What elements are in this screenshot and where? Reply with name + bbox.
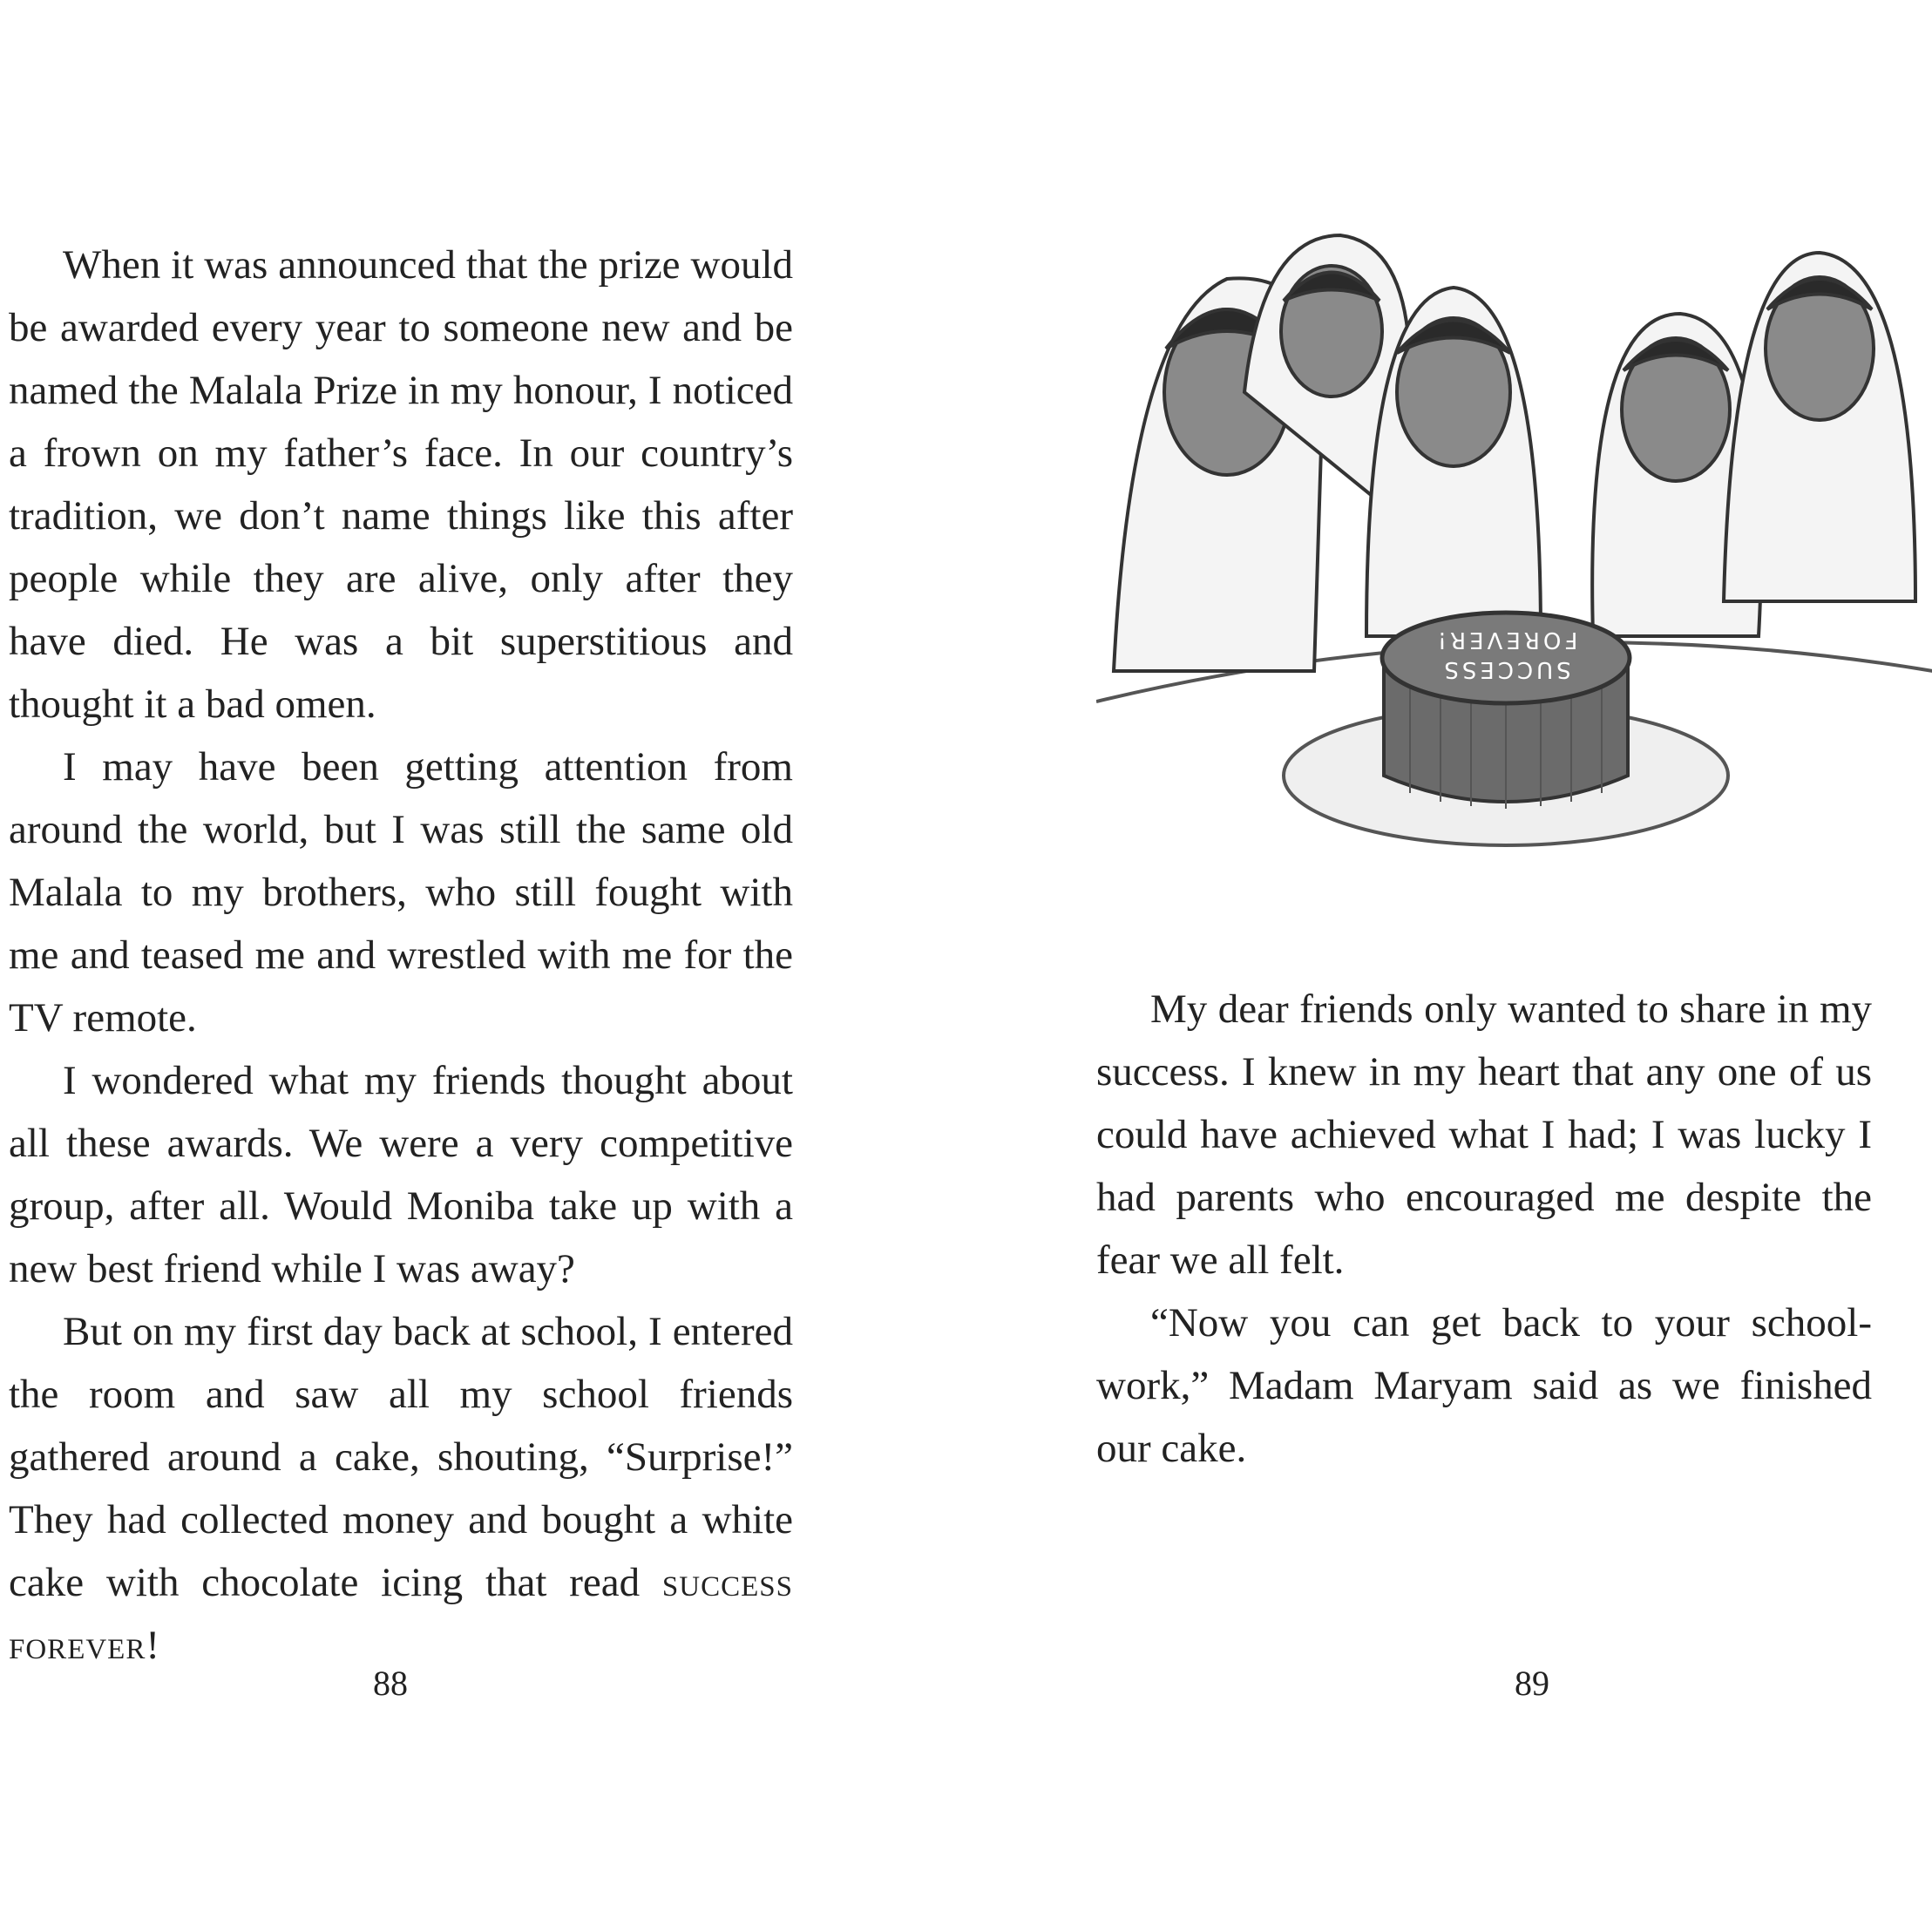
cake-inscription: FOREVER! [1434,627,1578,653]
paragraph: I wondered what my friends thought about all these awards. We were a very competitive group, after all. Would Moniba take up with a new best friend while I was away? [9,1058,793,1291]
left-page-body-text [9,234,793,1677]
paragraph [9,1300,793,1677]
cake-message-smallcaps: success forever! [9,1560,793,1668]
page-number: 89 [1515,1664,1549,1703]
right-page [966,0,1932,1932]
right-page-body-text [1096,978,1872,1480]
page-number: 88 [373,1664,408,1703]
paragraph: I may have been getting attention from around the world, but I was still the same old Malala to my brothers, who still fought with me and teased me and wrestled with me for the TV remote. [9,744,793,1041]
paragraph: My dear friends only wanted to share in my success. I knew in my heart that any one of us could have achieved what I had; I was lucky I had parents who encouraged me despite the fear we all felt. [1096,986,1872,1283]
friends-cake-illustration [1096,218,1932,880]
paragraph: When it was announced that the prize would be awarded every year to someone new and be named the Malala Prize in my honour, I noticed a frown on my father’s face. In our country’s tradition, we don’t name things like this after people while they are alive, only after they have died. He was a bit superstitious and thought it a bad omen. [9,242,793,727]
cake-inscription: SUCCESS [1441,656,1571,682]
paragraph: “Now you can get back to your school-work,” Madam Maryam said as we finished our cake. [1096,1300,1872,1471]
paragraph-text: But on my first day back at school, I entered the room and saw all my school friends gathered around a cake, shouting, “Surprise!” They had collected money and bought a white cake with chocolate icing that read [9,1309,793,1605]
girl-figure [1724,253,1915,601]
